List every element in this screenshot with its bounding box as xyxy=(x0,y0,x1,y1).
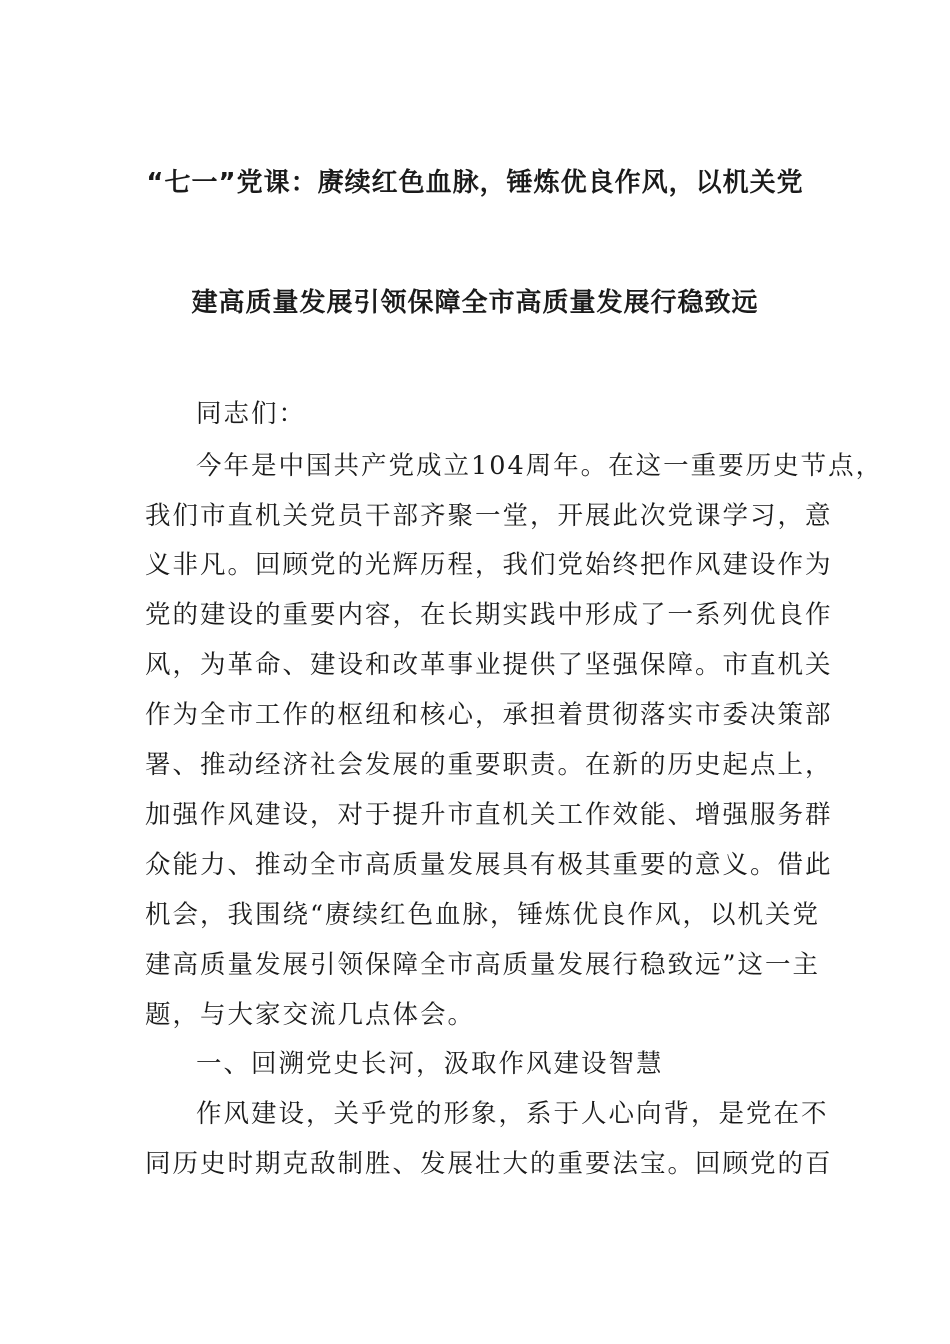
paragraph-line: 众能力、推动全市高质量发展具有极其重要的意义。借此 xyxy=(145,850,833,880)
paragraph-line: 今年是中国共产党成立104周年。在这一重要历史节点， xyxy=(196,451,884,481)
paragraph-line: 我们市直机关党员干部齐聚一堂，开展此次党课学习，意 xyxy=(145,501,833,531)
paragraph-line: 义非凡。回顾党的光辉历程，我们党始终把作风建设作为 xyxy=(145,550,833,580)
paragraph-line: 署、推动经济社会发展的重要职责。在新的历史起点上， xyxy=(145,750,833,780)
paragraph-line: 作风建设，关乎党的形象，系于人心向背，是党在不 xyxy=(196,1099,829,1129)
paragraph-line: 党的建设的重要内容，在长期实践中形成了一系列优良作 xyxy=(145,600,833,630)
paragraph-line: 风，为革命、建设和改革事业提供了坚强保障。市直机关 xyxy=(145,650,833,680)
paragraph-line: 机会，我围绕“赓续红色血脉，锤炼优良作风，以机关党 xyxy=(145,900,821,930)
paragraph-line: 建高质量发展引领保障全市高质量发展行稳致远”这一主 xyxy=(145,950,821,980)
paragraph-line: 题，与大家交流几点体会。 xyxy=(145,1000,476,1030)
paragraph-line: 作为全市工作的枢纽和核心，承担着贯彻落实市委决策部 xyxy=(145,700,833,730)
document-title-line-1: “七一”党课：赓续红色血脉，锤炼优良作风，以机关党 xyxy=(146,168,804,198)
section-heading: 一、回溯党史长河，汲取作风建设智慧 xyxy=(196,1049,664,1079)
document-title-line-2: 建高质量发展引领保障全市高质量发展行稳致远 xyxy=(191,288,759,318)
paragraph-line: 加强作风建设，对于提升市直机关工作效能、增强服务群 xyxy=(145,800,833,830)
paragraph-line: 同历史时期克敌制胜、发展壮大的重要法宝。回顾党的百 xyxy=(145,1149,833,1179)
salutation: 同志们： xyxy=(196,399,307,429)
